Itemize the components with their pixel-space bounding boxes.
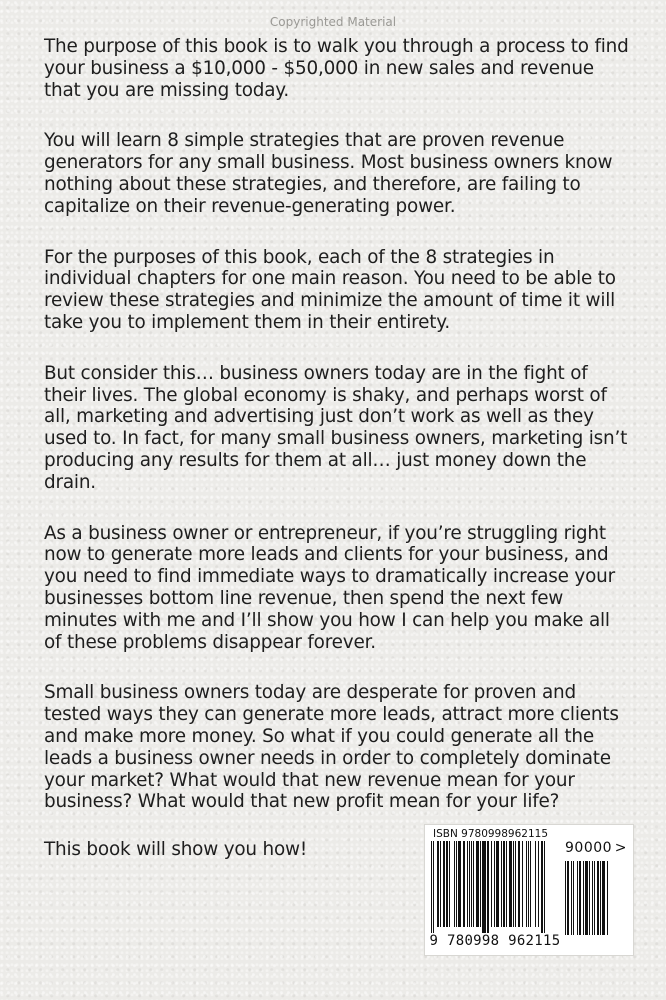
paragraph-strategies: You will learn 8 simple strategies that are proven revenue generators for any small business. Most business owners know nothing about these strategies, and therefore, are failing to capitalize on their revenue-generating power.	[44, 130, 613, 217]
isbn-barcode	[424, 824, 634, 956]
barcode-bar	[456, 841, 457, 927]
barcode-bar	[443, 841, 445, 927]
barcode-bar	[530, 841, 531, 927]
back-cover-text	[44, 36, 629, 842]
barcode-bar	[449, 841, 450, 927]
barcode-main-bars	[431, 841, 563, 937]
barcode-bar	[471, 841, 472, 927]
addon-price-code	[565, 840, 627, 856]
barcode-bar	[467, 841, 468, 927]
paragraph-chapters: For the purposes of this book, each of the 8 strategies in individual chapters for one main reason. You need to be able to review these strategies and minimize the amount of time it will take you to implement them in their entirety.	[44, 246, 616, 333]
barcode-bar	[482, 841, 486, 937]
copyright-watermark-top: Copyrighted Material	[269, 15, 397, 29]
isbn-label: ISBN 9780998962115	[433, 828, 549, 840]
paragraph-entrepreneur: As a business owner or entrepreneur, if you’re struggling right now to generate more leads and clients for your business, and you need to find immediate ways to dramatically increase your businesses bottom line revenue, then spend the next few minutes with me and I’ll show you how I can help you make all of these problems disappear forever.	[44, 522, 615, 653]
barcode-bar	[573, 861, 574, 935]
barcode-bar	[437, 841, 439, 927]
barcode-addon-bars	[565, 861, 627, 945]
barcode-bar	[476, 841, 479, 927]
addon-price: 90000	[565, 840, 613, 856]
isbn-digits: 9 780998 962115	[425, 933, 565, 949]
barcode-bar	[567, 861, 569, 935]
barcode-bar	[433, 841, 434, 937]
barcode-bar	[469, 841, 470, 927]
barcode-bar	[509, 841, 512, 927]
barcode-bar	[463, 841, 465, 927]
barcode-bar	[503, 841, 505, 927]
barcode-bar	[577, 861, 578, 935]
addon-arrow: >	[614, 840, 627, 856]
barcode-bar	[600, 861, 601, 935]
barcode-bar	[501, 841, 502, 927]
barcode-bar	[535, 841, 536, 927]
barcode-bar	[579, 861, 581, 935]
barcode-bar	[526, 841, 527, 927]
barcode-bar	[565, 861, 566, 935]
barcode-bar	[571, 861, 572, 935]
barcode-bar	[541, 841, 543, 937]
barcode-bar	[480, 841, 481, 927]
barcode-bar	[487, 841, 489, 937]
barcode-bar	[594, 861, 595, 935]
paragraph-consider: But consider this… business owners today are in the fight of their lives. The global economy is shaky, and perhaps worst of all, marketing and advertising just don’t work as well as they used to. In fact, for many small business owners, marketing isn’t producing any results for them at all… just money down the drain.	[44, 362, 628, 493]
barcode-bar	[585, 861, 588, 935]
barcode-bar	[597, 861, 599, 935]
barcode-bar	[496, 841, 499, 927]
barcode-bar	[458, 841, 461, 927]
barcode-bar	[518, 841, 520, 927]
barcode-bar	[544, 841, 545, 937]
barcode-bar	[589, 861, 590, 935]
barcode-bar	[602, 861, 605, 935]
barcode-bar	[454, 841, 455, 927]
barcode-bar	[583, 861, 584, 935]
barcode-bar	[440, 841, 441, 927]
barcode-bar	[607, 861, 608, 935]
barcode-bar	[538, 841, 539, 927]
barcode-bar	[491, 841, 492, 927]
barcode-bar	[506, 841, 507, 927]
paragraph-purpose: The purpose of this book is to walk you through a process to find your business a $10,000 - $50,000 in new sales and revenue that you are missing today.	[44, 36, 629, 101]
paragraph-small-business: Small business owners today are desperate for proven and tested ways they can generate more leads, attract more clients and make more money. So what if you could generate all the leads a business owner needs in order to completely dominate your market? What would that new revenue mean for your business? What would that new profit mean for your life?	[44, 682, 619, 813]
closing-line: This book will show you how!	[44, 839, 308, 860]
barcode-bar	[431, 841, 432, 937]
barcode-bar	[592, 861, 593, 935]
barcode-bar	[494, 841, 495, 927]
barcode-bar	[473, 841, 474, 927]
barcode-bar	[513, 841, 514, 927]
barcode-bar	[528, 841, 529, 927]
barcode-bar	[446, 841, 448, 927]
barcode-bar	[515, 841, 516, 927]
barcode-bar	[522, 841, 523, 927]
